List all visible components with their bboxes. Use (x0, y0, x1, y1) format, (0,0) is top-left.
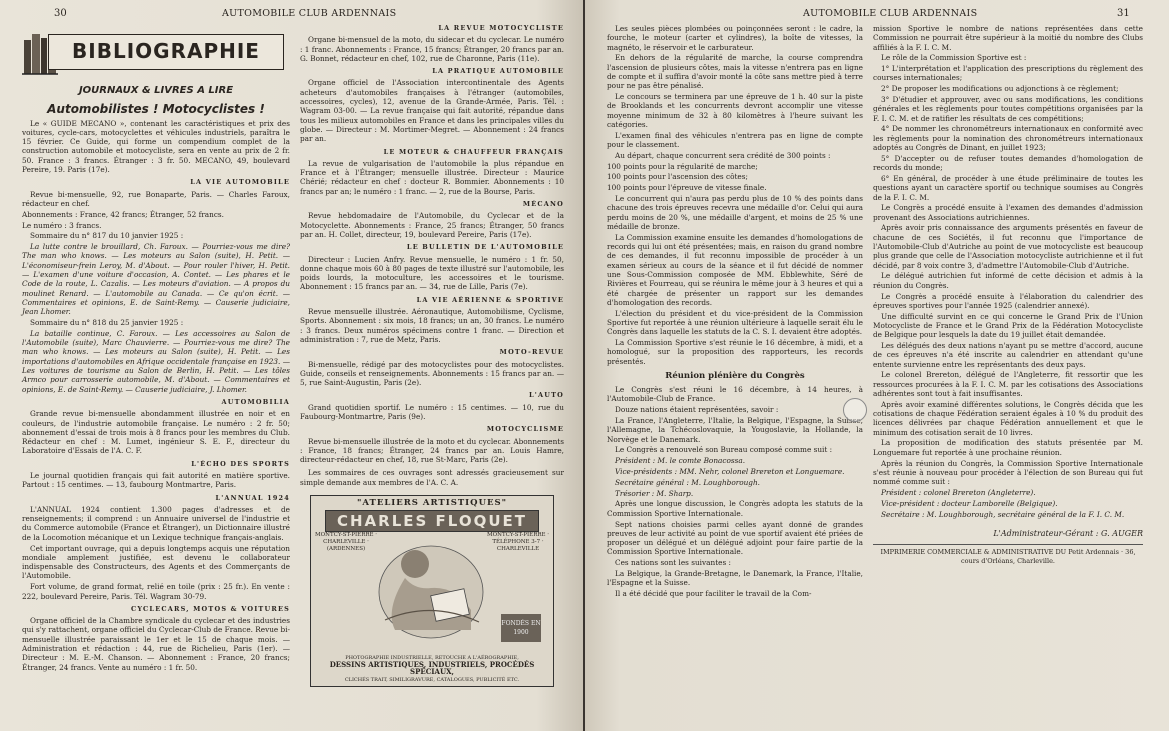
paragraph: mission Sportive le nombre de nations représentées dans cette Commission ne pourrait être supérieur à la moitié du nombre des Clubs affiliés à la F. I. C. M. (873, 24, 1143, 52)
paragraph: Une difficulté survint en ce qui concerne le Grand Prix de l'Union Motocycliste de France et le Grand Prix de la Fédération Motocycliste de Belgique pour lesquels la date du 19 juillet était demandée. (873, 311, 1143, 340)
paragraph: Vice-présidents : MM. Nehr, colonel Brereton et Longuemare. (615, 467, 845, 477)
paragraph: Abonnements : France, 42 francs; Étranger, 52 francs. (22, 209, 224, 219)
paragraph: Sept nations choisies parmi celles ayant donné de grandes preuves de leur activité au point de vue sportif avaient été priées de proposer un délégué et un délégué adjoint pour faire partie de la Commission Sportive Internationale. (607, 519, 863, 557)
paragraph: 100 points pour la régularité de marche; (607, 161, 758, 171)
paragraph: Revue hebdomadaire de l'Automobile, du Cyclecar et de la Motocyclette. Abonnements : France, 25 francs; Étranger, 50 francs par an. H. Collet, directeur, 19, boulevard Pereire, Paris (17e). (300, 211, 564, 239)
automobilistes-heading: Automobilistes ! Motocyclistes ! (47, 102, 265, 117)
paragraph: Grand quotidien sportif. Le numéro : 15 centimes. — 10, rue du Faubourg-Montmartre, Paris (9e). (300, 402, 564, 421)
page-number-left: 30 (54, 8, 67, 19)
paragraph: Bi-mensuelle, rédigé par des motocyclistes pour des motocyclistes. Guide, conseils et renseignements. Abonnements : 15 francs par an. — 5, rue Saint-Augustin, Paris (2e). (300, 359, 564, 388)
paragraph: En dehors de la régularité de marche, la course comprendra l'ascension de plusieurs côtes, mais la vitesse n'entrera pas en ligne de compte et il suffira d'avoir monté la côte sans mettre pied à terre pour ne pas être pénalisé. (607, 53, 863, 91)
paragraph: 2° De proposer les modifications ou adjonctions à ce règlement; (881, 84, 1119, 94)
paragraph: Le numéro : 3 francs. (22, 220, 102, 230)
paragraph: Après avoir pris connaissance des arguments présentés en faveur de chacune de ces Sociétés, il fut reconnu que l'importance de l'Automobile-Club d'Autriche au point de vue motocycliste est beaucoup plus grande que celle de l'Association motocycliste autrichienne et il fut décidé, par 8 voix contre 3, d'admettre l'Automobile-Club d'Autriche. (873, 223, 1143, 270)
section-title: LA REVUE MOTOCYCLISTE (438, 24, 564, 32)
paragraph: Sommaire du n° 817 du 10 janvier 1925 : (30, 231, 184, 241)
paragraph: Trésorier : M. Sharp. (615, 488, 694, 498)
paragraph: Président : colonel Brereton (Angleterre). (881, 487, 1036, 497)
floquet-advertisement (310, 495, 554, 687)
ad-foot-line: DESSINS ARTISTIQUES, INDUSTRIELS, PROCÉDÉS SPÉCIAUX, (329, 659, 535, 677)
paragraph: 100 points pour l'ascension des côtes; (607, 172, 748, 182)
paragraph: Les seules pièces plombées ou poinçonnées seront : le cadre, la fourche, le moteur (carter et cylindres), la boîte de vitesses, la magnéto, le réservoir et le carburateur. (607, 24, 863, 52)
paragraph: Ces nations sont les suivantes : (615, 558, 731, 568)
ad-foot-line: CLICHÉS TRAIT, SIMILIGRAVURE, CATALOGUES, PUBLICITÉ ETC. (344, 676, 520, 683)
paragraph: L'élection du président et du vice-président de la Commission Sportive fut reportée à une réunion ultérieure à laquelle serait élu le Congrès dans laquelle les statuts de la C. S. I. devaient être adoptés. (607, 308, 863, 337)
paragraph: Il a été décidé que pour faciliter le travail de la Com- (615, 589, 812, 599)
right-column-1 (607, 24, 863, 600)
right-page (585, 0, 1169, 731)
paragraph: La Belgique, la Grande-Bretagne, le Danemark, la France, l'Italie, l'Espagne et la Suisse. (607, 569, 863, 588)
paragraph: 6° En général, de procéder à une étude préliminaire de toutes les questions ayant un caractère sportif ou technique soumises au Congrès de la F. I. C. M. (873, 173, 1143, 202)
paragraph: 1° L'interprétation et l'application des prescriptions du règlement des courses internationales; (873, 64, 1143, 83)
section-title: MOTO-REVUE (499, 348, 564, 357)
paragraph: Grande revue bi-mensuelle abondamment illustrée en noir et en couleurs, de l'industrie automobile française. Le numéro : 2 fr. 50; abonnement d'essai de trois mois à 8 francs pour les membres du Club. Rédacteur en chef : M. Lumet, ingénieur S. E. F., directeur du Laboratoire d'Essais de l'A. C. F. (22, 409, 290, 456)
section-title: LA VIE AÉRIENNE & SPORTIVE (416, 295, 564, 304)
section-title: L'ANNUAL 1924 (215, 493, 290, 502)
ad-top-line: "ATELIERS ARTISTIQUES" (356, 498, 508, 509)
paragraph: Organe bi-mensuel de la moto, du sidecar et du cyclecar. Le numéro : 1 franc. Abonnements : France, 15 francs; Étranger, 20 francs par an. G. Bonnet, rédacteur en chef, 102, rue de Charonne, Paris (11e). (300, 35, 564, 63)
page-number-right: 31 (1117, 8, 1130, 19)
printer-imprint: IMPRIMERIE COMMERCIALE & ADMINISTRATIVE DU Petit Ardennais · 36, cours d'Orléans, Charleville. (873, 544, 1143, 567)
paragraph: Organe officiel de l'Association intercontinentale des Agents acheteurs d'automobiles françaises à l'étranger (automobiles, accessoires, cycles), 12, avenue de la Grande-Armée, Paris. Tél. : Wagram 03-00. — La revue française qui fait autorité, répandue dans tous les milieux automobiles en France et dans les principales villes du globe. — Directeur : M. Mortimer-Megret. — Abonnement : 24 francs par an. (300, 78, 564, 144)
paragraph: 100 points pour l'épreuve de vitesse finale. (607, 183, 767, 193)
paragraph: Le concurrent qui n'aura pas perdu plus de 10 % des points dans chacune des trois épreuves recevra une médaille d'or. Celui qui aura perdu moins de 20 %, une médaille d'argent, et moins de 25 % une médaille de bronze. (607, 194, 863, 231)
paragraph: Le « GUIDE MECANO », contenant les caractéristiques et prix des voitures, cycle-cars, motocyclettes et véhicules industriels, paraîtra le 15 février. Ce Guide, qui forme un compendium complet de la construction automobile et motocycliste, sera en vente au prix de 2 fr. 50. France : 3 francs. Étranger : 3 fr. 50. MECANO, 49, boulevard Pereire, 19. Paris (17e). (22, 118, 290, 175)
paragraph: Le Congrès a procédé ensuite à l'examen des demandes d'admission provenant des Associations autrichiennes. (873, 203, 1143, 222)
paragraph: 5° D'accepter ou de refuser toutes demandes d'homologation de records du monde; (873, 153, 1143, 173)
paragraph: Sommaire du n° 818 du 25 janvier 1925 : (30, 318, 184, 328)
paragraph: Fort volume, de grand format, relié en toile (prix : 25 fr.). En vente : 222, boulevard Pereire, Paris. Tél. Wagram 30-79. (22, 582, 290, 601)
paragraph: Directeur : Lucien Anfry. Revue mensuelle, le numéro : 1 fr. 50, donne chaque mois 60 à 80 pages de texte illustré sur l'automobile, les poids lourds, la motoculture, les accessoires et le tourisme. Abonnement : 15 francs par an. — 34, rue de Lille, Paris (7e). (300, 254, 564, 292)
ad-company-name: CHARLES FLOQUET (325, 510, 539, 532)
paragraph: Après la réunion du Congrès, la Commission Sportive Internationale s'est réunie à nouveau pour procéder à l'élection de son Bureau qui fut nommé comme suit : (873, 458, 1143, 487)
paragraph: Revue bi-mensuelle illustrée de la moto et du cyclecar. Abonnements : France, 18 francs; Étranger, 24 francs par an. Louis Hamre, directeur-rédacteur en chef, 18, rue St-Marc, Paris (2e). (300, 436, 564, 465)
paragraph: L'examen final des véhicules n'entrera pas en ligne de compte pour le classement. (607, 130, 863, 150)
section-title: LE MOTEUR & CHAUFFEUR FRANÇAIS (383, 147, 564, 156)
paragraph: La proposition de modification des statuts présentée par M. Longuemare fut reportée à une prochaine réunion. (873, 438, 1143, 457)
paragraph: Au départ, chaque concurrent sera crédité de 300 points : (615, 150, 831, 160)
paragraph: La revue de vulgarisation de l'automobile la plus répandue en France et à l'Étranger; mensuelle illustrée. Directeur : Maurice Chérié; rédacteur en chef : docteur R. Bommier. Abonnements : 10 francs par an; le numéro : 1 franc. — 2, rue de la Bourse, Paris. (300, 158, 564, 196)
running-head-right: AUTOMOBILE CLUB ARDENNAIS (803, 8, 978, 19)
paragraph: Revue bi-mensuelle, 92, rue Bonaparte, Paris. — Charles Faroux, rédacteur en chef. (22, 189, 290, 208)
section-title: CYCLECARS, MOTOS & VOITURES (130, 604, 290, 613)
paragraph: La bataille continue, C. Faroux. — Les accessoires au Salon de l'Automobile (suite), Marc Chauvierre. — Pourriez-vous me dire? The man who knows. — Les moteurs au Salon (suite), H. Petit. — Les importations d'automobiles en Afrique occidentale française en 1923. — Les voitures de tourisme au Salon de Berlin, H. Petit. — Les tôles Armco pour carrosserie automobile, M. d'About. — Commentaires et opinions, E. de Saint-Remy. — Causerie judiciaire, J. Lhomer. (22, 328, 290, 394)
paragraph: Le concours se terminera par une épreuve de 1 h. 40 sur la piste de Brooklands et les concurrents devront accomplir une vitesse moyenne minimum de 32 à 80 kilomètres à l'heure suivant les catégories. (607, 92, 863, 129)
running-head-left: AUTOMOBILE CLUB ARDENNAIS (222, 8, 397, 19)
ad-left-address: MONTCY-ST-PIERRE · CHARLEVILLE · (ARDENNES) (315, 532, 377, 553)
ad-founded-badge: FONDÉS EN 1900 (501, 614, 541, 642)
ad-right-address: MONTCY-ST-PIERRE · TÉLÉPHONE 3-7 · CHARLEVILLE (487, 532, 549, 553)
paragraph: Cet important ouvrage, qui a depuis longtemps acquis une réputation mondiale amplement justifiée, est devenu le collaborateur indispensable des Constructeurs, des Agents et des Commerçants de l'Automobile. (22, 543, 290, 581)
paragraph: Après avoir examiné différentes solutions, le Congrès décida que les cotisations de chaque Fédération seraient égales à 10 % du produit des licences délivrées par chaque Fédération annuellement et que le minimum des cotisation serait de 10 livres. (873, 399, 1143, 437)
paragraph: Le rôle de la Commission Sportive est : (881, 53, 1027, 63)
section-title: LE BULLETIN DE L'AUTOMOBILE (406, 243, 564, 252)
paragraph: Douze nations étaient représentées, savoir : (615, 405, 779, 415)
paragraph: 3° D'étudier et approuver, avec ou sans modifications, les conditions générales et les règlements pour toutes compétitions organisées par la F. I. C. M. et de ratifier les résultats de ces compétitions; (873, 95, 1143, 123)
section-title: LA PRATIQUE AUTOMOBILE (432, 67, 564, 76)
library-stamp-icon (843, 398, 867, 422)
section-title: LA VIE AUTOMOBILE (190, 178, 290, 187)
section-title: L'ÉCHO DES SPORTS (191, 459, 290, 468)
ad-foot-line: PHOTOGRAPHIE INDUSTRIELLE, RETOUCHE A L'AÉROGRAPHIE, (345, 655, 519, 662)
paragraph: La Commission Sportive s'est réunie le 16 décembre, à midi, et a homologué, sur la proposition des rapporteurs, les records présentés. (607, 338, 863, 366)
paragraph: Les délégués des deux nations n'ayant pu se mettre d'accord, aucune de ces épreuves n'a été inscrite au calendrier en attendant qu'une entente survienne entre les représentants des deux pays. (873, 341, 1143, 369)
paragraph: Organe officiel de la Chambre syndicale du cyclecar et des industries qui s'y rattachent, organe officiel du Cyclecar-Club de France. Revue bi-mensuelle illustrée paraissant le 1er et le 15 de chaque mois. — Administration et rédaction : 44, rue de Richelieu, Paris (1er). — Directeur : M. E.-M. Chanson. — Abonnement : France, 20 francs; Étranger, 24 francs. Vente au numéro : 1 fr. 50. (22, 616, 291, 672)
section-title: L'AUTO (529, 391, 564, 400)
reunion-heading: Réunion plénière du Congrès (665, 370, 805, 381)
section-title: MÉCANO (522, 200, 564, 209)
ad-footer (311, 655, 553, 683)
paragraph: Le Congrès a renouvelé son Bureau composé comme suit : (615, 445, 833, 455)
section-title: MOTOCYCLISME (486, 425, 564, 434)
banner-title: BIBLIOGRAPHIE (48, 34, 284, 70)
left-page (0, 0, 583, 731)
paragraph: La France, l'Angleterre, l'Italie, la Belgique, l'Espagne, la Suisse, l'Allemagne, la Tchécoslovaquie, la Yougoslavie, la Hollande, la Norvège et le Danemark. (607, 416, 863, 444)
paragraph: Le Congrès a procédé ensuite à l'élaboration du calendrier des épreuves sportives pour l'année 1925 (calendrier annexé). (873, 291, 1143, 310)
paragraph: Le journal quotidien français qui fait autorité en matière sportive. Partout : 15 centimes. — 13, faubourg Montmartre, Paris. (22, 470, 290, 490)
left-column-1 (22, 24, 290, 673)
paragraph: Le délégué autrichien fut informé de cette décision et admis à la réunion du Congrès. (873, 271, 1143, 290)
paragraph: La lutte contre le brouillard, Ch. Faroux. — Pourriez-vous me dire? The man who knows. — Les moteurs au Salon (suite), H. Petit. — L'économiseur-frein Leroy, M. d'About. — Pour rouler l'hiver, H. Petit. — L'examen d'une voiture d'occasion, A. Contet. — Les phares et le Code de la route, L. Cazalis. — Les moteurs d'aviation. — A propos du moulinet Renard. — L'automobile au Canada. — Ce qu'on écrit. — Commentaires et opinions, E. de Saint-Remy. — Causerie judiciaire, Jean Lhomer. (22, 242, 290, 317)
paragraph: Vice-président : docteur Lamborelle (Belgique). (881, 498, 1058, 508)
paragraph: Le colonel Brereton, délégué de l'Angleterre, fit ressortir que les ressources procurées à la F. I. C. M. par les cotisations des Associations adhérentes sont tout à fait insuffisantes. (873, 370, 1143, 398)
paragraph: Président : M. le comte Bonacossa. (615, 456, 746, 466)
paragraph: Secrétaire : M. Loughborough, secrétaire général de la F. I. C. M. (881, 509, 1125, 519)
section-title: AUTOMOBILIA (221, 397, 290, 406)
journaux-subtitle: JOURNAUX & LIVRES A LIRE (78, 85, 234, 96)
left-column-2 (300, 24, 564, 687)
paragraph: Revue mensuelle illustrée. Aéronautique, Automobilisme, Cyclisme, Sports. Abonnement : six mois, 18 francs; un an, 30 francs. Le numéro : 3 francs. Deux numéros spécimens contre 1 franc. — Direction et administration : 7, rue de Metz, Paris. (300, 307, 564, 344)
paragraph: La Commission examine ensuite les demandes d'homologations de records qui lui ont été présentées; mais, en raison du grand nombre de ces demandes, il fut reconnu impossible de procéder à un examen sérieux au cours de la séance et il fut décidé de nommer une Sous-Commission composée de MM. Ebblewhite, Séré de Rivières et Fourreau, qui se réunira le même jour à 3 heures et qui a été chargée de présenter un rapport sur les demandes d'homologation des records. (607, 232, 863, 307)
paragraph: 4° De nommer les chronométreurs internationaux en conformité avec les règlements pour la nomination des chronométreurs internationaux adoptés au Congrès de Dinant, en juillet 1923; (873, 124, 1143, 153)
paragraph: Après une longue discussion, le Congrès adopta les statuts de la Commission Sportive Internationale. (607, 499, 863, 518)
closing-note: Les sommaires de ces ouvrages sont adressés gracieusement sur simple demande aux membres de l'A. C. A. (300, 468, 564, 487)
paragraph: L'ANNUAL 1924 contient 1.300 pages d'adresses et de renseignements; il comprend : un Annuaire universel de l'industrie et du Commerce automobile (France et Étranger), un Dictionnaire illustré de la Locomotion mécanique et un Lexique technique français-anglais. (22, 504, 290, 542)
paragraph: Secrétaire général : M. Loughborough. (615, 477, 760, 487)
right-column-2 (873, 24, 1143, 567)
woman-illustration-icon (375, 530, 487, 642)
bibliographie-banner (22, 24, 290, 82)
paragraph: Le Congrès s'est réuni le 16 décembre, à 14 heures, à l'Automobile-Club de France. (607, 385, 863, 404)
administrator-signoff: L'Administrateur-Gérant : G. AUGER (993, 528, 1143, 538)
